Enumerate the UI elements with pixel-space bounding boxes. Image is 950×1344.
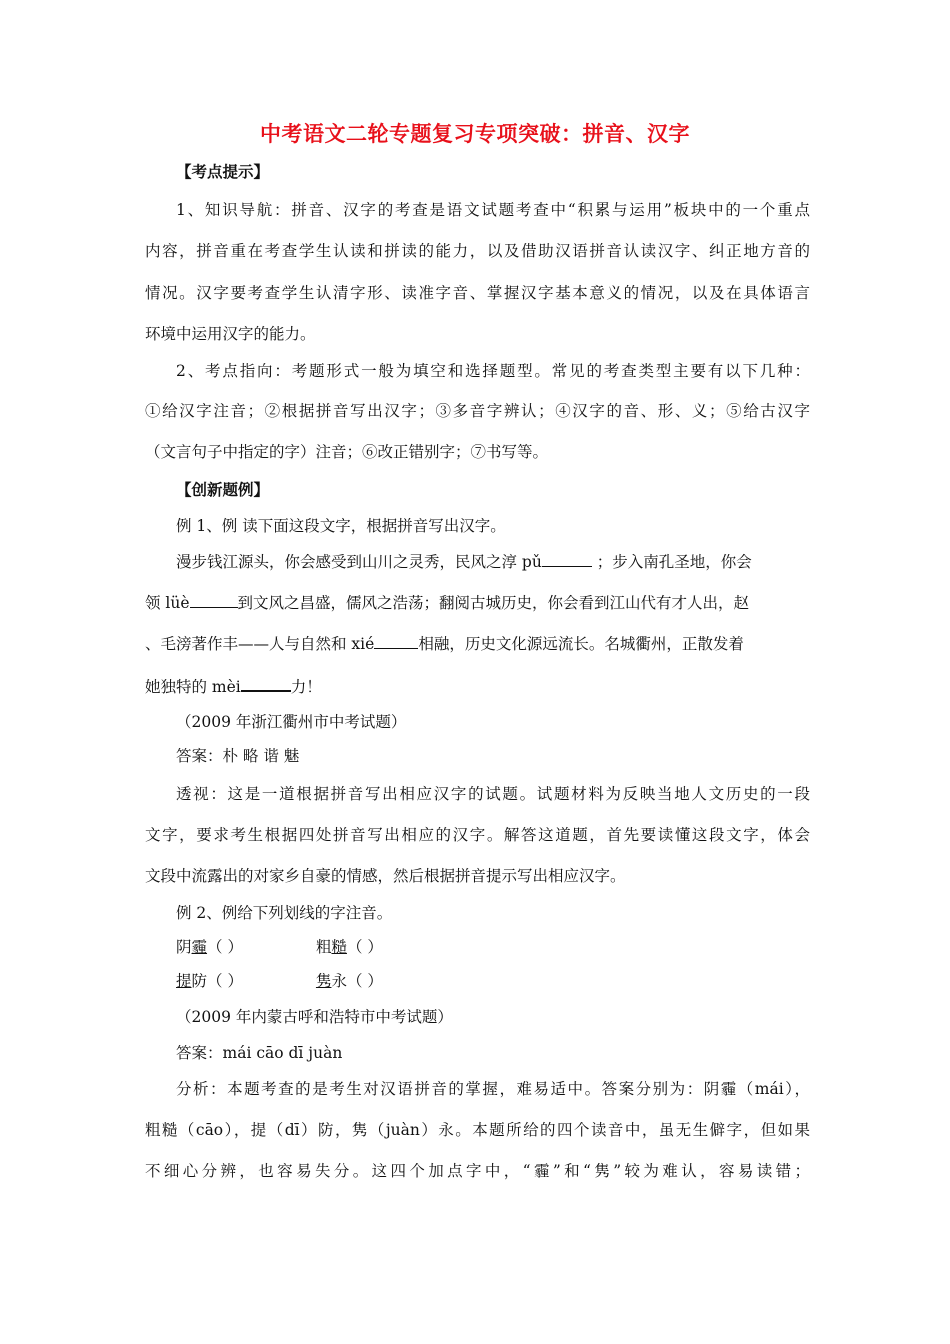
passage-text: 力！: [290, 678, 322, 696]
analysis-line: 分析：本题考查的是考生对汉语拼音的掌握，难易适中。答案分别为：阴霾（mái），: [176, 1080, 810, 1098]
passage-line: [176, 552, 810, 572]
passage-line: [145, 593, 810, 613]
word-item: 提防（ ）: [176, 972, 243, 990]
example-1-question: 例 1、例 读下面这段文字，根据拼音写出汉字。: [176, 517, 506, 535]
answer-blank[interactable]: [542, 552, 592, 567]
example-2-question: 例 2、例给下列划线的字注音。: [176, 904, 393, 922]
paragraph-line: 内容，拼音重在考查学生认读和拼读的能力，以及借助汉语拼音认读汉字、纠正地方音的: [145, 242, 810, 260]
passage-text: ；步入南孔圣地，你会: [591, 553, 752, 571]
underlined-char: 霾: [191, 938, 208, 956]
analysis-line: 文字，要求考生根据四处拼音写出相应的汉字。解答这道题，首先要读懂这段文字，体会: [145, 826, 810, 844]
word-pair-row: [176, 971, 810, 991]
passage-text: 漫步钱江源头，你会感受到山川之灵秀，民风之淳 pǔ: [176, 553, 542, 571]
word-item: 隽永（ ）: [315, 972, 383, 990]
passage-text: 到文风之昌盛，儒风之浩荡；翻阅古城历史，你会看到江山代有才人出，赵: [237, 594, 750, 612]
underlined-char: 糙: [331, 938, 347, 956]
answer-blank[interactable]: [190, 593, 238, 608]
passage-text: 、毛滂著作丰——人与自然和 xié: [145, 635, 375, 653]
underlined-char: 提: [176, 972, 192, 990]
example-answer: 答案：mái cāo dī juàn: [176, 1044, 343, 1062]
paragraph-line: 情况。汉字要考查学生认清字形、读准字音、掌握汉字基本意义的情况，以及在具体语言: [145, 284, 810, 302]
analysis-line: 粗糙（cāo），提（dī）防，隽（juàn）永。本题所给的四个读音中，虽无生僻字，但如果: [145, 1121, 810, 1139]
paragraph-line: 环境中运用汉字的能力。: [145, 325, 316, 343]
paragraph-line: 1、知识导航：拼音、汉字的考查是语文试题考查中“积累与运用”板块中的一个重点: [176, 201, 810, 219]
analysis-line: 文段中流露出的对家乡自豪的情感，然后根据拼音提示写出相应汉字。: [145, 867, 626, 885]
passage-text: 领 lüè: [145, 594, 190, 612]
word-item: 粗糙（ ）: [315, 938, 383, 956]
analysis-line: 透视：这是一道根据拼音写出相应汉字的试题。试题材料为反映当地人文历史的一段: [176, 785, 810, 803]
answer-blank[interactable]: [241, 676, 291, 692]
word-item: 阴霾（ ）: [176, 938, 243, 956]
section-heading-examples: 【创新题例】: [176, 481, 270, 499]
passage-line: [145, 676, 810, 697]
passage-line: [145, 634, 810, 654]
passage-text: 相融，历史文化源远流长。名城衢州，正散发着: [418, 635, 744, 653]
example-source: （2009 年浙江衢州市中考试题）: [176, 713, 407, 731]
page-title: 中考语文二轮专题复习专项突破：拼音、汉字: [260, 122, 690, 146]
paragraph-line: ①给汉字注音；②根据拼音写出汉字；③多音字辨认；④汉字的音、形、义；⑤给古汉字: [145, 402, 810, 420]
word-pair-row: [176, 937, 810, 957]
answer-blank[interactable]: [374, 634, 418, 649]
example-answer: 答案：朴 略 谐 魅: [176, 747, 300, 765]
underlined-char: 隽: [315, 972, 332, 990]
paragraph-line: （文言句子中指定的字）注音；⑥改正错别字；⑦书写等。: [145, 443, 549, 461]
section-heading-tips: 【考点提示】: [176, 163, 270, 181]
analysis-line: 不细心分辨，也容易失分。这四个加点字中，“霾”和“隽”较为难认，容易读错；: [145, 1162, 810, 1180]
passage-text: 她独特的 mèi: [145, 678, 241, 696]
example-source: （2009 年内蒙古呼和浩特市中考试题）: [176, 1008, 453, 1026]
paragraph-line: 2、考点指向：考题形式一般为填空和选择题型。常见的考查类型主要有以下几种：: [176, 362, 810, 380]
